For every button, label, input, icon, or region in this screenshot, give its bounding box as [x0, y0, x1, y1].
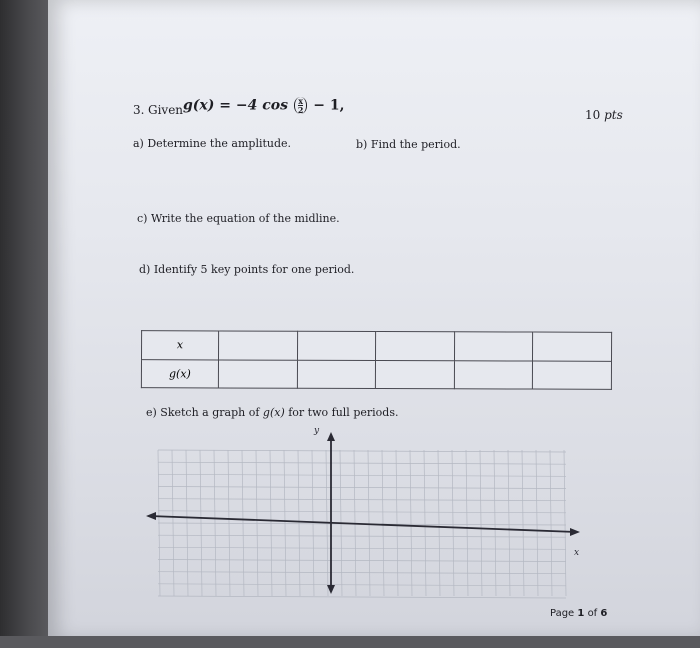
grid-line-vertical — [382, 450, 384, 596]
grid-line-vertical — [522, 450, 524, 596]
grid-line-vertical — [410, 450, 412, 596]
monitor-bezel — [0, 0, 52, 648]
coordinate-grid[interactable] — [140, 424, 590, 599]
table-cell[interactable] — [533, 361, 612, 390]
grid-line-horizontal — [158, 572, 566, 574]
grid-line-vertical — [424, 450, 426, 596]
table-row-x — [142, 331, 612, 361]
grid-line-horizontal — [158, 511, 566, 513]
fraction-denominator: 2 — [297, 105, 304, 115]
page-total: 6 — [600, 608, 608, 619]
part-e-suffix: for two full periods. — [288, 406, 399, 419]
part-c-prompt: c) Write the equation of the midline. — [137, 212, 340, 225]
grid-line-vertical — [536, 450, 538, 596]
grid-line-vertical — [452, 450, 454, 596]
grid-line-vertical — [368, 450, 370, 596]
x-axis — [150, 516, 576, 532]
table-cell[interactable] — [376, 360, 455, 389]
table-cell[interactable] — [218, 359, 297, 388]
grid-line-vertical — [480, 450, 482, 596]
grid-line-vertical — [284, 450, 286, 596]
x-axis-label: x — [574, 548, 580, 558]
grid-line-horizontal — [158, 560, 566, 562]
monitor-bezel-bottom — [0, 636, 700, 648]
question-number: 3. — [133, 103, 145, 117]
y-axis-label: y — [314, 426, 320, 436]
key-points-table — [141, 330, 612, 390]
grid-line-horizontal — [158, 547, 566, 549]
grid-line-vertical — [494, 450, 496, 596]
x-axis-arrow-left — [146, 512, 156, 520]
formula-rhs: − 1, — [313, 97, 345, 114]
grid-line-vertical — [256, 450, 258, 596]
grid-line-vertical — [564, 450, 566, 596]
points-label — [585, 108, 623, 122]
grid-line-vertical — [242, 450, 244, 596]
page-current: 1 — [577, 608, 585, 619]
page-number — [550, 608, 607, 619]
grid-line-vertical — [298, 450, 300, 596]
grid-line-horizontal — [158, 462, 566, 464]
part-d-prompt: d) Identify 5 key points for one period. — [139, 263, 355, 276]
table-row-gx — [141, 359, 611, 389]
page-word: Page — [550, 608, 575, 619]
points-unit: pts — [604, 108, 623, 122]
grid-line-horizontal — [158, 474, 566, 476]
grid-line-vertical — [438, 450, 440, 596]
part-e-prefix: e) Sketch a graph of — [146, 406, 260, 419]
x-axis-arrow-right — [570, 528, 580, 536]
grid-line-horizontal — [158, 584, 566, 586]
grid-line-horizontal — [158, 499, 566, 501]
grid-line-horizontal — [158, 596, 566, 598]
page-of: of — [587, 608, 598, 619]
row-header-x: x — [142, 331, 219, 360]
row-header-gx: g(x) — [141, 359, 218, 388]
grid-line-vertical — [550, 450, 552, 596]
grid-line-vertical — [396, 450, 398, 596]
points-value: 10 — [585, 108, 601, 122]
table-cell[interactable] — [297, 331, 376, 360]
grid-line-vertical — [508, 450, 510, 596]
part-b-prompt: b) Find the period. — [356, 138, 461, 151]
formula-fraction — [294, 97, 308, 114]
table-cell[interactable] — [297, 360, 376, 389]
table-cell[interactable] — [376, 331, 455, 360]
grid-line-horizontal — [158, 535, 566, 537]
part-e-prompt — [146, 406, 398, 419]
table-cell[interactable] — [219, 331, 298, 360]
table-cell[interactable] — [533, 332, 612, 361]
part-e-function: g(x) — [262, 406, 285, 419]
formula-lhs: g(x) = −4 cos — [183, 97, 288, 114]
grid-line-horizontal — [158, 450, 566, 452]
grid-line-vertical — [466, 450, 468, 596]
grid-line-vertical — [270, 450, 272, 596]
y-axis-arrow-up — [327, 432, 335, 441]
fraction-numerator: x — [298, 96, 303, 106]
table-cell[interactable] — [454, 360, 533, 389]
function-formula — [183, 97, 345, 114]
table-cell[interactable] — [454, 332, 533, 361]
question-intro: Given — [148, 103, 184, 117]
grid-line-horizontal — [158, 487, 566, 489]
part-a-prompt: a) Determine the amplitude. — [133, 137, 292, 150]
